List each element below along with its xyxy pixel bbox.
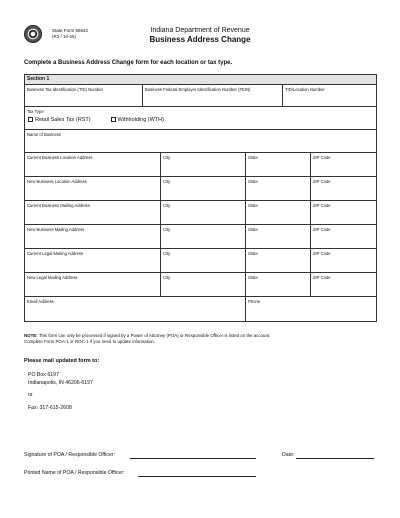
city-label: City: [163, 251, 171, 256]
address-label: New Business Location Address: [27, 179, 87, 184]
id-row: [25, 85, 376, 107]
state-label: State: [248, 203, 258, 208]
zip-field[interactable]: [311, 225, 376, 248]
address-row: [25, 249, 376, 273]
fax-number: Fax: 317-615-2608: [28, 405, 72, 411]
state-form-number: State Form 56842: [52, 28, 89, 33]
printed-name-label: Printed Name of POA / Responsible Officer:: [24, 470, 125, 476]
signature-line[interactable]: [130, 458, 256, 459]
wth-option[interactable]: [111, 117, 164, 123]
city-label: City: [163, 155, 171, 160]
note-text: [24, 333, 364, 345]
section-heading: Section 1: [25, 75, 376, 85]
business-name-field[interactable]: [25, 130, 376, 152]
printed-name-line[interactable]: [138, 476, 256, 477]
or-text: or: [28, 392, 33, 398]
tax-type-row: [25, 107, 376, 130]
note-line-1: This form can only be processed if signed by a Power of Attorney (POA) or Responsible Officer is listed on the account.: [38, 333, 271, 338]
email-label: Email Address: [27, 299, 54, 304]
tid-location-field[interactable]: [283, 85, 376, 106]
signature-label: Signature of POA / Responsible Officer:: [24, 452, 116, 458]
city-field[interactable]: [161, 201, 246, 224]
state-label: State: [248, 251, 258, 256]
state-field[interactable]: [246, 177, 311, 200]
rst-checkbox[interactable]: [28, 117, 33, 122]
state-field[interactable]: [246, 201, 311, 224]
business-name-row: [25, 130, 376, 153]
phone-label: Phone: [248, 299, 261, 304]
city-label: City: [163, 275, 171, 280]
wth-label: Withholding (WTH): [117, 117, 164, 123]
address-field[interactable]: [25, 177, 161, 200]
address-row: [25, 153, 376, 177]
section-1-table: [24, 74, 377, 322]
state-field[interactable]: [246, 153, 311, 176]
fein-field[interactable]: [143, 85, 283, 106]
address-label: New Business Mailing Address: [27, 227, 85, 232]
address-label: Current Business Location Address: [27, 155, 93, 160]
city-label: City: [163, 179, 171, 184]
zip-field[interactable]: [311, 249, 376, 272]
form-instruction: Complete a Business Address Change form for each location or tax type.: [24, 60, 233, 66]
state-label: State: [248, 275, 258, 280]
address-city-line: Indianapolis, IN 46206-6197: [28, 380, 93, 386]
tid-location-label: TID/Location Number: [285, 87, 325, 92]
tid-field[interactable]: [25, 85, 143, 106]
date-line[interactable]: [296, 458, 374, 459]
zip-field[interactable]: [311, 177, 376, 200]
zip-field[interactable]: [311, 153, 376, 176]
city-field[interactable]: [161, 225, 246, 248]
state-field[interactable]: [246, 225, 311, 248]
tax-type-label: Tax Type: [27, 109, 44, 114]
city-field[interactable]: [161, 177, 246, 200]
state-label: State: [248, 179, 258, 184]
contact-row: [25, 297, 376, 321]
agency-name: Indiana Department of Revenue: [150, 27, 250, 34]
form-revision: (R2 / 10-25): [52, 33, 77, 39]
zip-label: ZIP Code: [313, 203, 331, 208]
address-row: [25, 177, 376, 201]
state-label: State: [248, 155, 258, 160]
address-field[interactable]: [25, 273, 161, 296]
zip-label: ZIP Code: [313, 251, 331, 256]
note-label: NOTE:: [24, 333, 38, 338]
address-field[interactable]: [25, 153, 161, 176]
zip-label: ZIP Code: [313, 227, 331, 232]
note-line-2: Complete Form POA-1 or ROC-1 if you need to update information.: [24, 339, 156, 344]
wth-checkbox[interactable]: [111, 117, 116, 122]
state-field[interactable]: [246, 249, 311, 272]
email-field[interactable]: [25, 297, 246, 321]
mail-heading: Please mail updated form to:: [24, 358, 100, 364]
address-label: New Legal Mailing Address: [27, 275, 78, 280]
business-name-label: Name of Business: [27, 132, 61, 137]
zip-field[interactable]: [311, 273, 376, 296]
phone-field[interactable]: [246, 297, 376, 321]
date-label: Date:: [282, 452, 295, 458]
address-field[interactable]: [25, 225, 161, 248]
zip-label: ZIP Code: [313, 179, 331, 184]
city-label: City: [163, 227, 171, 232]
form-title: Business Address Change: [149, 35, 251, 44]
address-field[interactable]: [25, 249, 161, 272]
zip-label: ZIP Code: [313, 155, 331, 160]
city-field[interactable]: [161, 249, 246, 272]
fein-label: Business Federal Employer Identification Number (FEIN): [145, 87, 251, 92]
city-field[interactable]: [161, 153, 246, 176]
address-field[interactable]: [25, 201, 161, 224]
city-label: City: [163, 203, 171, 208]
zip-field[interactable]: [311, 201, 376, 224]
rst-option[interactable]: [28, 117, 91, 123]
zip-label: ZIP Code: [313, 275, 331, 280]
state-label: State: [248, 227, 258, 232]
address-row: [25, 273, 376, 297]
address-label: Current Business Mailing Address: [27, 203, 90, 208]
po-box: PO Box 6197: [28, 372, 59, 378]
city-field[interactable]: [161, 273, 246, 296]
tid-label: Business Tax Identification (TID) Number: [27, 87, 104, 92]
rst-label: Retail Sales Tax (RST): [35, 117, 91, 123]
address-row: [25, 201, 376, 225]
state-field[interactable]: [246, 273, 311, 296]
address-row: [25, 225, 376, 249]
address-label: Current Legal Mailing Address: [27, 251, 84, 256]
